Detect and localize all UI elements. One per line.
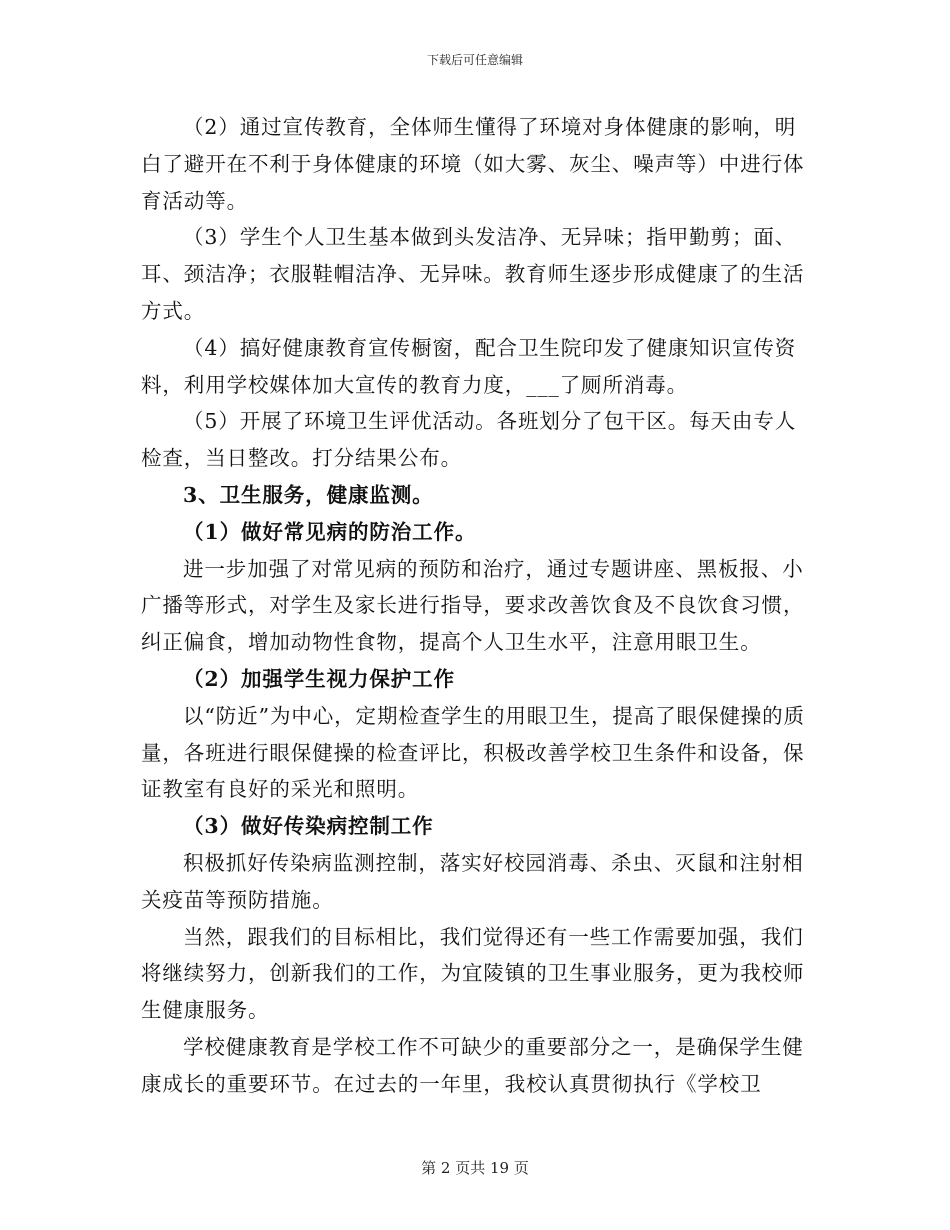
subheading-common-disease: （1）做好常见病的防治工作。 <box>183 519 477 544</box>
section-heading-health-service: 3、卫生服务，健康监测。 <box>183 482 434 507</box>
paragraph-conclusion: 当然，跟我们的目标相比，我们觉得还有一些工作需要加强，我们将继续努力，创新我们的工作，为宜陵镇的卫生事业服务，更为我校师生健康服务。 <box>141 924 805 1023</box>
subheading-vision-protection: （2）加强学生视力保护工作 <box>183 666 455 691</box>
paragraph-item-4: （4）搞好健康教育宣传橱窗，配合卫生院印发了健康知识宣传资料，利用学校媒体加大宣传的教育力度，___了厕所消毒。 <box>141 335 797 397</box>
paragraph-item-2: （2）通过宣传教育，全体师生懂得了环境对身体健康的影响，明白了避开在不利于身体健康的环境（如大雾、灰尘、噪声等）中进行体育活动等。 <box>141 115 805 213</box>
paragraph-item-3: （3）学生个人卫生基本做到头发洁净、无异味；指甲勤剪；面、耳、颈洁净；衣服鞋帽洁净、无异味。教育师生逐步形成健康了的生活方式。 <box>141 225 805 323</box>
subheading-infectious-disease: （3）做好传染病控制工作 <box>183 814 434 839</box>
paragraph-infectious-disease: 积极抓好传染病监测控制，落实好校园消毒、杀虫、灭鼠和注射相关疫苗等预防措施。 <box>141 850 804 912</box>
paragraph-school-health-education: 学校健康教育是学校工作不可缺少的重要部分之一，是确保学生健康成长的重要环节。在过去的一年里，我校认真贯彻执行《学校卫 <box>141 1034 804 1096</box>
page-footer: 第 2 页共 19 页 <box>421 1159 529 1177</box>
page-header: 下载后可任意编辑 <box>426 53 523 67</box>
document-body <box>141 109 809 1103</box>
paragraph-common-disease: 进一步加强了对常见病的预防和治疗，通过专题讲座、黑板报、小广播等形式，对学生及家长进行指导，要求改善饮食及不良饮食习惯，纠正偏食，增加动物性食物，提高个人卫生水平，注意用眼卫生。 <box>141 556 805 655</box>
paragraph-item-5: （5）开展了环境卫生评优活动。各班划分了包干区。每天由专人检查，当日整改。打分结果公布。 <box>141 409 797 471</box>
paragraph-vision-protection: 以“防近”为中心，定期检查学生的用眼卫生，提高了眼保健操的质量，各班进行眼保健操的检查评比，积极改善学校卫生条件和设备，保证教室有良好的采光和照明。 <box>141 703 805 802</box>
